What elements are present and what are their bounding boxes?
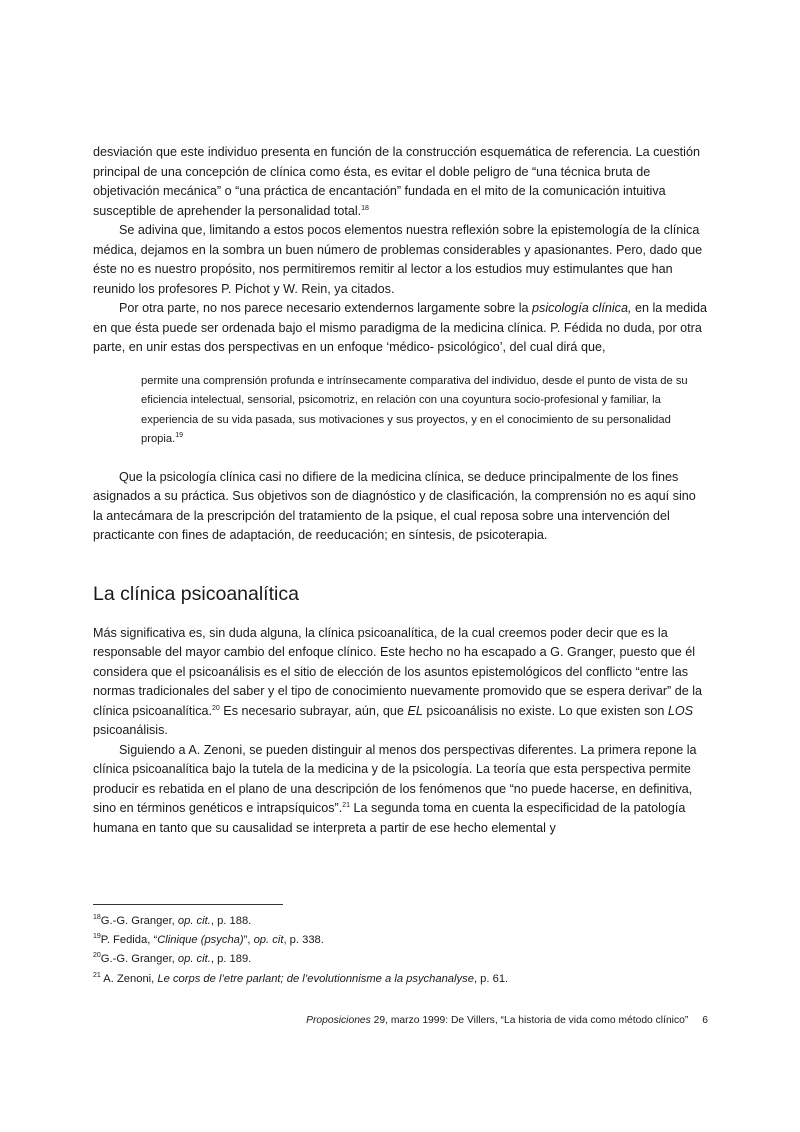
emphasis-text: EL <box>407 703 423 718</box>
paragraph-text: en la medida en que ésta puede ser ordenada bajo el mismo paradigma de la medicina clínica. P. Fédida no duda, por otra parte, en unir estas dos perspectivas en un enfoque ‘médico- psicológico’, del cual dirá que, <box>93 301 708 354</box>
paragraph-text: Más significativa es, sin duda alguna, la clínica psicoanalítica, de la cual creemos poder decir que es la responsable del mayor cambio del enfoque clínico. Este hecho no ha escapado a G. Granger, puesto que él considera que el psicoanálisis es el sitio de elección de los asuntos epistemológicos del conflicto “entre las normas tradicionales del saber y el tipo de conocimiento nuevamente promovido que se espera derivar” de la clínica psicoanalítica. <box>93 625 703 718</box>
footnote-ref-21[interactable]: 21 <box>342 802 351 809</box>
main-text <box>93 143 709 838</box>
footnotes <box>93 912 709 989</box>
page-number: 6 <box>702 1015 708 1026</box>
paragraph-text: desviación que este individuo presenta en función de la construcción esquemática de referencia. La cuestión principal de una concepción de clínica como ésta, es evitar el doble peligro de “una técnica bruta de objetivación mecánica” o “una práctica de encantación” fundada en el mito de la comunicación intuitiva susceptible de aprehender la personalidad total. <box>93 145 700 218</box>
quote-body: permite una comprensión profunda e intrínsecamente comparativa del individuo, desde el punto de vista de su eficiencia intelectual, sensorial, psicomotriz, en relación con una coyuntura socio-profesional y familiar, la experiencia de su vida pasada, sus motivaciones y sus proyectos, y en el conocimiento de su personalidad propia. <box>141 374 688 445</box>
footnote-text: ”, <box>243 934 254 947</box>
paragraph-1 <box>93 143 709 221</box>
page-footer <box>300 1015 708 1026</box>
footnote-text: , p. 61. <box>473 972 509 985</box>
footnote-number: 21 <box>93 971 101 979</box>
block-quote <box>141 372 709 450</box>
paragraph-text: Siguiendo a A. Zenoni, se pueden distinguir al menos dos perspectivas diferentes. La primera repone la clínica psicoanalítica bajo la tutela de la medicina y de la psicología. La teoría que esta perspectiva permite producir es rebatida en el plano de una descripción de los fenómenos que “no puede hacerse, en definitiva, sino en términos genéticos e intrapsíquicos”. <box>93 742 697 815</box>
paragraph-text: Es necesario subrayar, aún, que <box>219 703 408 718</box>
footnote-19 <box>93 931 709 950</box>
quote-text <box>141 372 709 450</box>
footnote-text: G.-G. Granger, <box>100 915 178 927</box>
footnote-text: , p. 338. <box>283 934 324 947</box>
footnote-21 <box>93 970 709 989</box>
footnote-number: 19 <box>93 933 101 941</box>
footnote-18 <box>93 912 709 931</box>
paragraph-5 <box>93 624 709 741</box>
footnote-text: A. Zenoni, <box>100 972 158 985</box>
footnote-text: , p. 188. <box>210 915 252 927</box>
paragraph-text: psicoanálisis no existe. Lo que existen son <box>422 703 668 718</box>
footnote-ref-19[interactable]: 19 <box>175 432 184 439</box>
footnote-emphasis: op. cit <box>253 934 284 947</box>
paragraph-text: psicoanálisis. <box>93 723 168 737</box>
footnote-divider <box>93 904 283 905</box>
footnote-text: G.-G. Granger, <box>100 953 178 966</box>
footnote-text: P. Fedida, “ <box>100 934 158 947</box>
footnote-emphasis: Le corps de l’etre parlant; de l’evolutionnisme a la psychanalyse <box>157 972 474 985</box>
footnote-emphasis: op. cit. <box>177 953 211 966</box>
footer-citation: 29, marzo 1999: De Villers, “La historia de vida como método clínico” <box>370 1015 689 1026</box>
footnote-emphasis: op. cit. <box>177 915 211 927</box>
paragraph-6 <box>93 741 709 839</box>
footnote-text: , p. 189. <box>210 953 252 966</box>
paragraph-text: La segunda toma en cuenta la especificidad de la patología humana en tanto que su causalidad se interpreta a partir de ese hecho elemental y <box>93 801 686 835</box>
paragraph-3 <box>93 299 709 358</box>
footnote-number: 20 <box>93 952 101 960</box>
footnote-ref-18[interactable]: 18 <box>361 204 369 212</box>
emphasis-text: LOS <box>667 703 694 718</box>
footnote-20 <box>93 950 709 969</box>
footnote-emphasis: Clinique (psycha) <box>157 934 244 947</box>
paragraph-text: Por otra parte, no nos parece necesario extendernos largamente sobre la <box>119 301 533 315</box>
paragraph-2: Se adivina que, limitando a estos pocos elementos nuestra reflexión sobre la epistemología de la clínica médica, dejamos en la sombra un buen número de problemas considerables y apasionantes. Pero, dado que éste no es nuestro propósito, nos permitiremos remitir al lector a los estudios muy estimulantes que han reunido los profesores P. Pichot y W. Rein, ya citados. <box>93 223 703 296</box>
emphasis-text: psicología clínica, <box>532 301 632 315</box>
paragraph-4: Que la psicología clínica casi no difiere de la medicina clínica, se deduce principalmente de los fines asignados a su práctica. Sus objetivos son de diagnóstico y de clasificación, la comprensión no es aquí sino la antecámara de la prescripción del tratamiento de la psique, el cual reposa sobre una intervención del practicante con fines de adaptación, de reeducación; en síntesis, de psicoterapia. <box>93 469 696 542</box>
section-heading: La clínica psicoanalítica <box>93 582 299 605</box>
footnote-number: 18 <box>93 914 101 921</box>
journal-title: Proposiciones <box>306 1015 371 1026</box>
footnote-ref-20[interactable]: 20 <box>212 704 220 712</box>
